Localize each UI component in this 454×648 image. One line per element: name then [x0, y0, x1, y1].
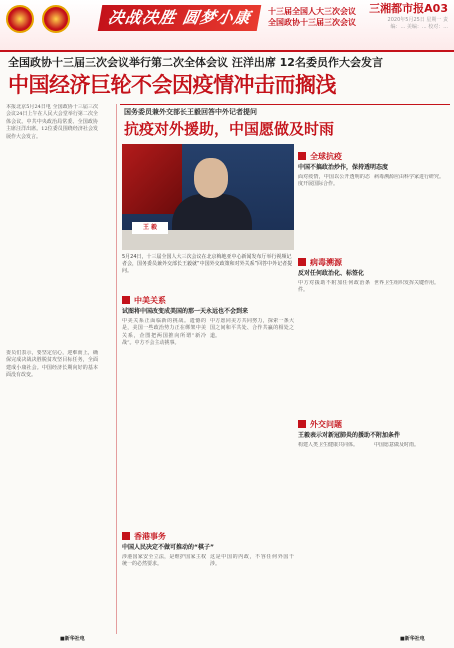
paper-page-number: 三湘都市报A03	[369, 2, 448, 15]
story-headline: 抗疫对外援助，中国愿做及时雨	[124, 120, 335, 138]
lead-body: 本报北京5月24日电 全国政协十三届三次会议24日上午在人民大会堂举行第二次全体会议。中共中央政治局常委、全国政协主席汪洋出席。12位委员围绕经济社会发展作大会发言。	[6, 104, 98, 140]
name-plate: 王 毅	[132, 222, 168, 234]
body-text: 面对疫情，中国以公开透明的态度开展国际合作。	[298, 174, 370, 188]
lead-body-cont: 委员们表示，要坚定信心，迎难而上，确保完成决战决胜脱贫攻坚目标任务，全面建成小康社会。中国经济长期向好的基本面没有改变。	[6, 350, 98, 379]
section-label: 中美关系	[122, 296, 166, 306]
story-subhead: 国务委员兼外交部长王毅回答中外记者提问	[124, 108, 257, 116]
body-text: 中方对援助不附加任何政治条件。	[298, 280, 370, 294]
section-quote: 试图将中国改变成美国的那一天永远也不会到来	[122, 308, 249, 315]
body-text: 涉港国家安全立法，是维护国家主权统一的必然要求。	[122, 554, 206, 568]
column-divider	[116, 104, 117, 634]
photo-caption: 5月24日，十三届全国人大三次会议在北京梅地亚中心新闻发布厅举行视频记者会，国务委员兼外交部长王毅就“中国外交政策和对外关系”回答中外记者提问。	[122, 254, 293, 274]
section-label: 病毒溯源	[298, 258, 342, 268]
section-label: 全球抗疫	[298, 152, 342, 162]
masthead	[0, 0, 454, 52]
section-quote: 中国不搞政治炒作，保持透明态度	[298, 164, 389, 171]
body-text: 中方愿同美方共同努力，探索一条大国之间和平共处、合作共赢的相处之道。	[210, 318, 294, 339]
event-line: 十三届全国人大三次会议	[268, 7, 356, 16]
agency-credit: ■新华社电	[60, 636, 85, 642]
lead-kicker: 全国政协十三届三次会议举行第二次全体会议 汪洋出席 12名委员作大会发言	[8, 56, 383, 69]
campaign-slogan: 决战决胜 圆梦小康	[98, 5, 261, 31]
section-quote: 中国人民决定不做可推动的“棋子”	[122, 544, 214, 551]
flag-backdrop	[122, 144, 182, 214]
edition-meta: 2020年5月25日 星期一 责编：... 美编：... 校对：...	[387, 17, 448, 30]
body-text: 世界卫生组织发挥关键作用。	[374, 280, 440, 286]
national-emblem-icon	[42, 5, 70, 33]
agency-credit: ■新华社电	[400, 636, 425, 642]
section-label: 外交问题	[298, 420, 342, 430]
section-label: 香港事务	[122, 532, 166, 542]
speaker-head	[194, 158, 228, 198]
section-quote: 王毅表示对新冠肺炎的援助不附加条件	[298, 432, 401, 439]
body-text: 中美关系正面临新的挑战。遗憾的是，美国一些政治势力正在绑架中美关系，企图把两国推向所谓“新冷战”。中方不会主动挑事。	[122, 318, 206, 347]
body-text: 病毒溯源应由科学家进行研究。	[374, 174, 445, 180]
party-emblem-icon	[6, 5, 34, 33]
section-quote: 反对任何政治化、标签化	[298, 270, 365, 277]
body-text: 这是中国的内政，不容任何外国干涉。	[210, 554, 294, 568]
lead-headline: 中国经济巨轮不会因疫情冲击而搁浅	[8, 73, 336, 97]
body-text: 中国愿意做及时雨。	[374, 442, 420, 448]
body-text: 构建人类卫生健康共同体。	[298, 442, 359, 448]
press-photo	[122, 144, 294, 250]
story-divider	[120, 104, 450, 105]
event-lines	[268, 6, 356, 28]
event-line: 全国政协十三届三次会议	[268, 18, 356, 27]
